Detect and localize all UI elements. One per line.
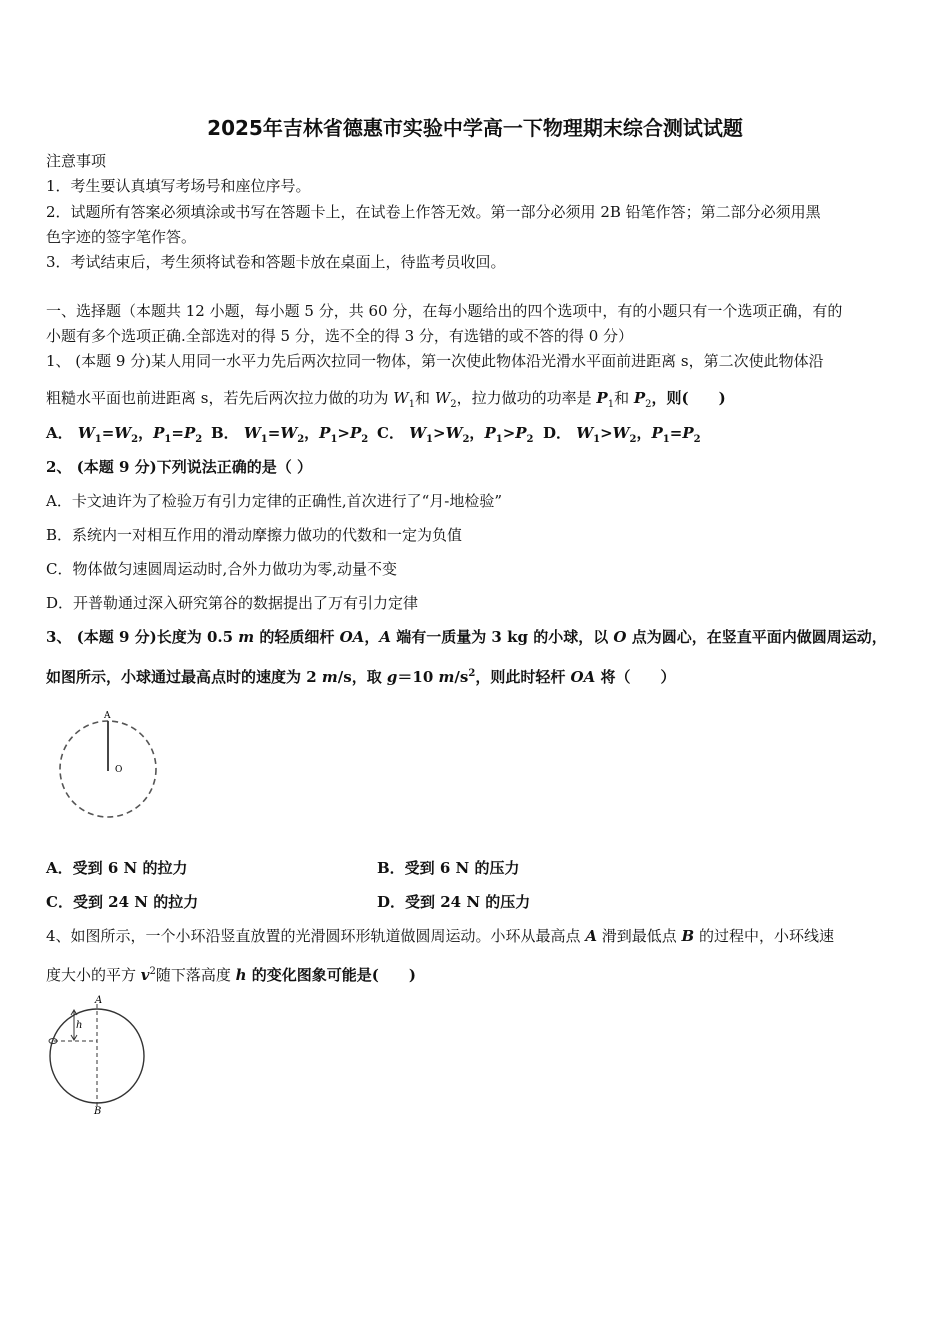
option: B．系统内一对相互作用的滑动摩擦力做功的代数和一定为负值 — [46, 526, 463, 544]
option: D． $W_1>W_2$，$P_1=P_2$ — [543, 424, 701, 445]
option: B． $W_1=W_2$，$P_1>P_2$ — [211, 424, 369, 445]
label-a: A — [95, 995, 103, 1006]
question-1-stem: 粗糙水平面也前进距离 s，若先后两次拉力做的功为 $W_1$和 $W_2$，拉力做功的功率是 $P_1$和 $P_2$，则( ) — [46, 389, 726, 410]
option: C．受到 24 N 的拉力 — [46, 893, 199, 911]
option: A． $W_1=W_2$，$P_1=P_2$ — [46, 424, 203, 445]
page-title: 2025年吉林省德惠市实验中学高一下物理期末综合测试试题 — [207, 116, 743, 140]
label-o: O — [115, 765, 123, 775]
label-a: A — [104, 711, 111, 721]
question-4-stem: 4、如图所示，一个小环沿竖直放置的光滑圆环形轨道做圆周运动。小环从最高点 A 滑到最低点 B 的过程中，小环线速 — [46, 927, 834, 945]
question-3-stem: 3、 (本题 9 分)长度为 0.5 m 的轻质细杆 OA，A 端有一质量为 3 kg 的小球，以 O 点为圆心，在竖直平面内做圆周运动， — [46, 628, 887, 646]
question-3-stem: 如图所示，小球通过最高点时的速度为 2 m/s，取 g＝10 $m/s^2$，则此时轻杆 OA 将（ ） — [46, 668, 676, 686]
option: C．物体做匀速圆周运动时,合外力做功为零,动量不变 — [46, 560, 398, 578]
label-b: B — [94, 1106, 102, 1116]
notice-heading: 注意事项 — [46, 152, 107, 170]
option: B．受到 6 N 的压力 — [377, 859, 520, 877]
ring-track-figure — [42, 994, 152, 1116]
notice-item: 3．考试结束后，考生须将试卷和答题卡放在桌面上，待监考员收回。 — [46, 253, 506, 271]
option: A．受到 6 N 的拉力 — [46, 859, 188, 877]
section-heading: 一、选择题（本题共 12 小题，每小题 5 分，共 60 分，在每小题给出的四个选项中，有的小题只有一个选项正确，有的 — [46, 302, 843, 320]
option: A．卡文迪许为了检验万有引力定律的正确性,首次进行了“月-地检验” — [46, 492, 503, 510]
notice-item: 1．考生要认真填写考场号和座位序号。 — [46, 177, 311, 195]
rod-circle-figure — [55, 705, 165, 825]
option: D．受到 24 N 的压力 — [377, 893, 531, 911]
question-4-stem: 度大小的平方 $v^2$随下落高度 h 的变化图象可能是( ) — [46, 966, 416, 984]
notice-item: 2．试题所有答案必须填涂或书写在答题卡上，在试卷上作答无效。第一部分必须用 2B 铅笔作答；第二部分必须用黑 — [46, 203, 821, 221]
label-h: h — [76, 1020, 83, 1031]
option: D．开普勒通过深入研究第谷的数据提出了万有引力定律 — [46, 594, 419, 612]
option: C． $W_1>W_2$，$P_1>P_2$ — [377, 424, 534, 445]
question-1-stem: 1、 (本题 9 分)某人用同一水平力先后两次拉同一物体，第一次使此物体沿光滑水平面前进距离 s，第二次使此物体沿 — [46, 352, 824, 370]
question-2-stem: 2、 (本题 9 分)下列说法正确的是（ ） — [46, 458, 312, 476]
section-heading: 小题有多个选项正确.全部选对的得 5 分，选不全的得 3 分，有选错的或不答的得 0 分） — [46, 327, 634, 345]
notice-item: 色字迹的签字笔作答。 — [46, 228, 197, 246]
